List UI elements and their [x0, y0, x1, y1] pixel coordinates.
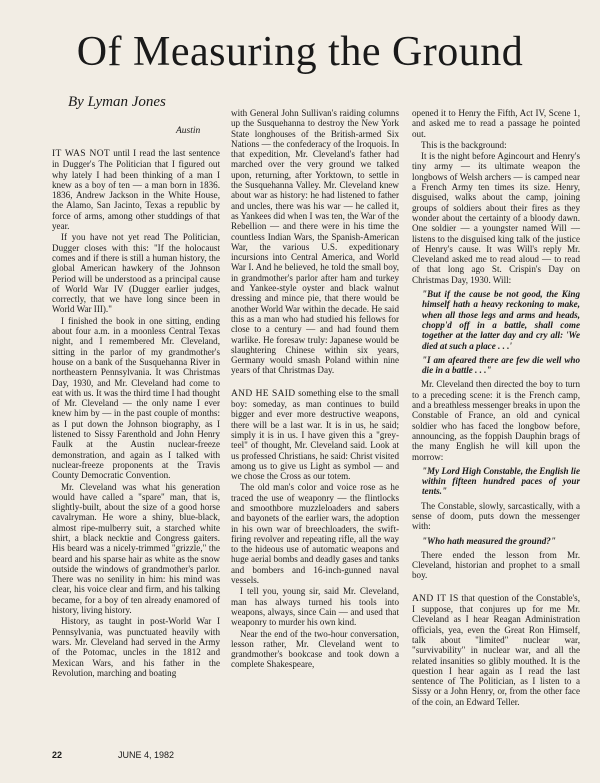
paragraph: IT WAS NOT until I read the last sentence in Dugger's The Politician that I figured out why lately I had been thinking of a man I knew as a boy of ten — a man born in 1836. 1836, Andrew Jackson in the White House, the Alamo, San Jacinto, Texas a republic by force of arms, among other studdings of that year.	[52, 148, 220, 232]
paragraph: The Constable, slowly, sarcastically, with a sense of doom, puts down the messenger with:	[412, 500, 580, 532]
lead-in: AND IT IS	[412, 593, 459, 604]
block-quote: "Who hath measured the ground?"	[422, 535, 556, 546]
paragraph: There ended the lesson from Mr. Cleveland, historian and prophet to a small boy.	[412, 549, 580, 581]
paragraph: Mr. Cleveland was what his generation would have called a "spare" man, that is, slightly-built, about the size of a good horse cavalryman. He wore a shiny, blue-black, almost ripe-mulberry suit, a starched white shirt, a black necktie and Congress gaiters. His beard was a nicely-trimmed "grizzle," the beard and his sparse hair as white as the snow outside the windows of grandmother's parlor. There was no senility in him: his mind was clear, his voice clear and firm, and his talking became, for a boy of ten already enamored of history, living history.	[52, 481, 220, 616]
paragraph: If you have not yet read The Politician, Dugger closes with this: "If the holocaust comes and if there is still a human history, the global American hawkery of the Johnson Period will be understood as a principal cause of World War IV (Dugger earlier judges, correctly, that we have long since been in World War III)."	[52, 232, 220, 315]
column-2	[231, 108, 399, 671]
block-quote: "My Lord High Constable, the English lie within fifteen hundred paces of your tents."	[422, 465, 580, 497]
paragraph: I tell you, young sir, said Mr. Cleveland, man has always turned his tools into weapons, always, since Cain — and used that weaponry to murder his own kind.	[231, 586, 399, 628]
paragraph: AND IT IS that question of the Constable's, I suppose, that conjures up for me Mr. Cleveland as I hear Reagan Administration officials, yea, even the Great Ron Himself, talk about "limited" nuclear war, "survivability" in nuclear war, and all the related insanities so glibly mouthed. It is the question I hear again as I read the last sentence of The Politician, as I listen to a Sissy or a John Henry, or, from the other face of the coin, an Edward Teller.	[412, 592, 580, 707]
block-quote: "But if the cause be not good, the King himself hath a heavy reckoning to make, when all those legs and arms and heads, chopp'd off in a battle, shall come together at the latter day and cry all: 'We died at such a place . . .'	[422, 289, 580, 351]
paragraph: Near the end of the two-hour conversation, lesson rather, Mr. Cleveland went to grandmother's bookcase and took down a complete Shakespeare,	[231, 628, 399, 670]
byline: By Lyman Jones	[68, 94, 166, 110]
lead-in: IT WAS NOT	[52, 149, 110, 159]
paragraph: with General John Sullivan's raiding columns up the Susquehanna to destroy the New York State longhouses of the British-armed Six Nations — the confederacy of the Iroquois. In that expedition, Mr. Cleveland's father had marched over the very ground we talked upon, returning, after Yorktown, to settle in the Susquehanna Valley. Mr. Cleveland knew about war as history: he had listened to father and uncles, there was his war — he called it, as Yankees did when I was ten, the War of the Rebellion — and there were in his time the countless Indian Wars, the Spanish-American War, the various U.S. expeditionary incursions into Central America, and World War I. And he believed, he told the small boy, in grandmother's parlor after ham and turkey and Yankee-style oyster and black walnut dressing and mince pie, that there would be another World War within the decade. He said this as a man who had studied his fellows for close to a century — and had found them warlike. He foresaw truly: Japanese would be slaughtering Chinese within six years, Germany would smash Poland within nine years of that Christmas Day.	[231, 108, 399, 376]
paragraph: It is the night before Agincourt and Henry's tiny army — its ultimate weapon the longbows of Welsh archers — is camped near a French Army ten times its size. Henry, disguised, walks about the camp, joining groups of soldiers about their fires as they wonder about the certainty of a bloody dawn. One soldier — a youngster named Will — listens to the disguised king talk of the justice of Henry's cause. It was Will's reply Mr. Cleveland asked me to read aloud — to read of that long ago St. Crispin's Day on Christmas Day, 1930. Will:	[412, 151, 580, 285]
column-3	[412, 108, 580, 708]
paragraph: I finished the book in one sitting, ending about four a.m. in a moonless Central Texas night, and I remembered Mr. Cleveland, sitting in the parlor of my grandmother's house on a bank of the Susquehanna River in northeastern Pennsylvania. It was Christmas Day, 1930, and Mr. Cleveland had come to eat with us. It was the third time I had thought of Mr. Cleveland — the only name I ever knew him by — in the past couple of months: as I put down the Johnson biography, as I listened to Sissy Farenthold and John Henry Faulk at the Austin nuclear-freeze demonstration, and again as I talked with nuclear-freeze proponents at the Travis County Democratic Convention.	[52, 315, 220, 481]
paragraph: Mr. Cleveland then directed the boy to turn to a preceding scene: it is the French camp, and a breathless messenger breaks in upon the Constable of France, an old and cynical soldier who has faced the longbow before, announcing, as the foppish Dauphin brags of the many English he will kill upon the morrow:	[412, 379, 580, 462]
paragraph: This is the background:	[421, 139, 507, 150]
issue-date: JUNE 4, 1982	[118, 750, 175, 760]
paragraph: AND HE SAID something else to the small boy: someday, as man continues to build bigger and ever more destructive weapons, there will be a last war. It is in us, he said; simply it is in us. I have given this a "grey-teel" of thought, Mr. Cleveland said. Look at us professed Christians, he said: Christ visited among us to give us Light as symbol — and we chose the Cross as our totem.	[231, 387, 400, 482]
page-number: 22	[52, 750, 63, 760]
dateline: Austin	[176, 126, 201, 136]
paragraph: opened it to Henry the Fifth, Act IV, Scene 1, and asked me to read a passage he pointed out.	[412, 108, 580, 139]
block-quote: "I am afeared there are few die well who die in a battle . . ."	[422, 354, 580, 376]
lead-in: AND HE SAID	[231, 388, 296, 399]
article-title: Of Measuring the Ground	[76, 29, 524, 75]
column-1	[52, 148, 220, 679]
paragraph: History, as taught in post-World War I Pennsylvania, was punctuated heavily with wars. Mr. Cleveland had served in the Army of the Potomac, uncles in the 1812 and Mexican Wars, and his father in the Revolution, marching and boating	[52, 616, 220, 678]
paragraph: The old man's color and voice rose as he traced the use of weaponry — the flintlocks and smoothbore muzzleloaders and sabers and bayonets of the earlier wars, the adoption in his own war of breechloaders, the swift-firing revolver and repeating rifle, all the way to the hideous use of automatic weapons and huge aerial bombs and deadly gases and tanks and bombers and 16-inch-gunned naval vessels.	[231, 482, 399, 586]
